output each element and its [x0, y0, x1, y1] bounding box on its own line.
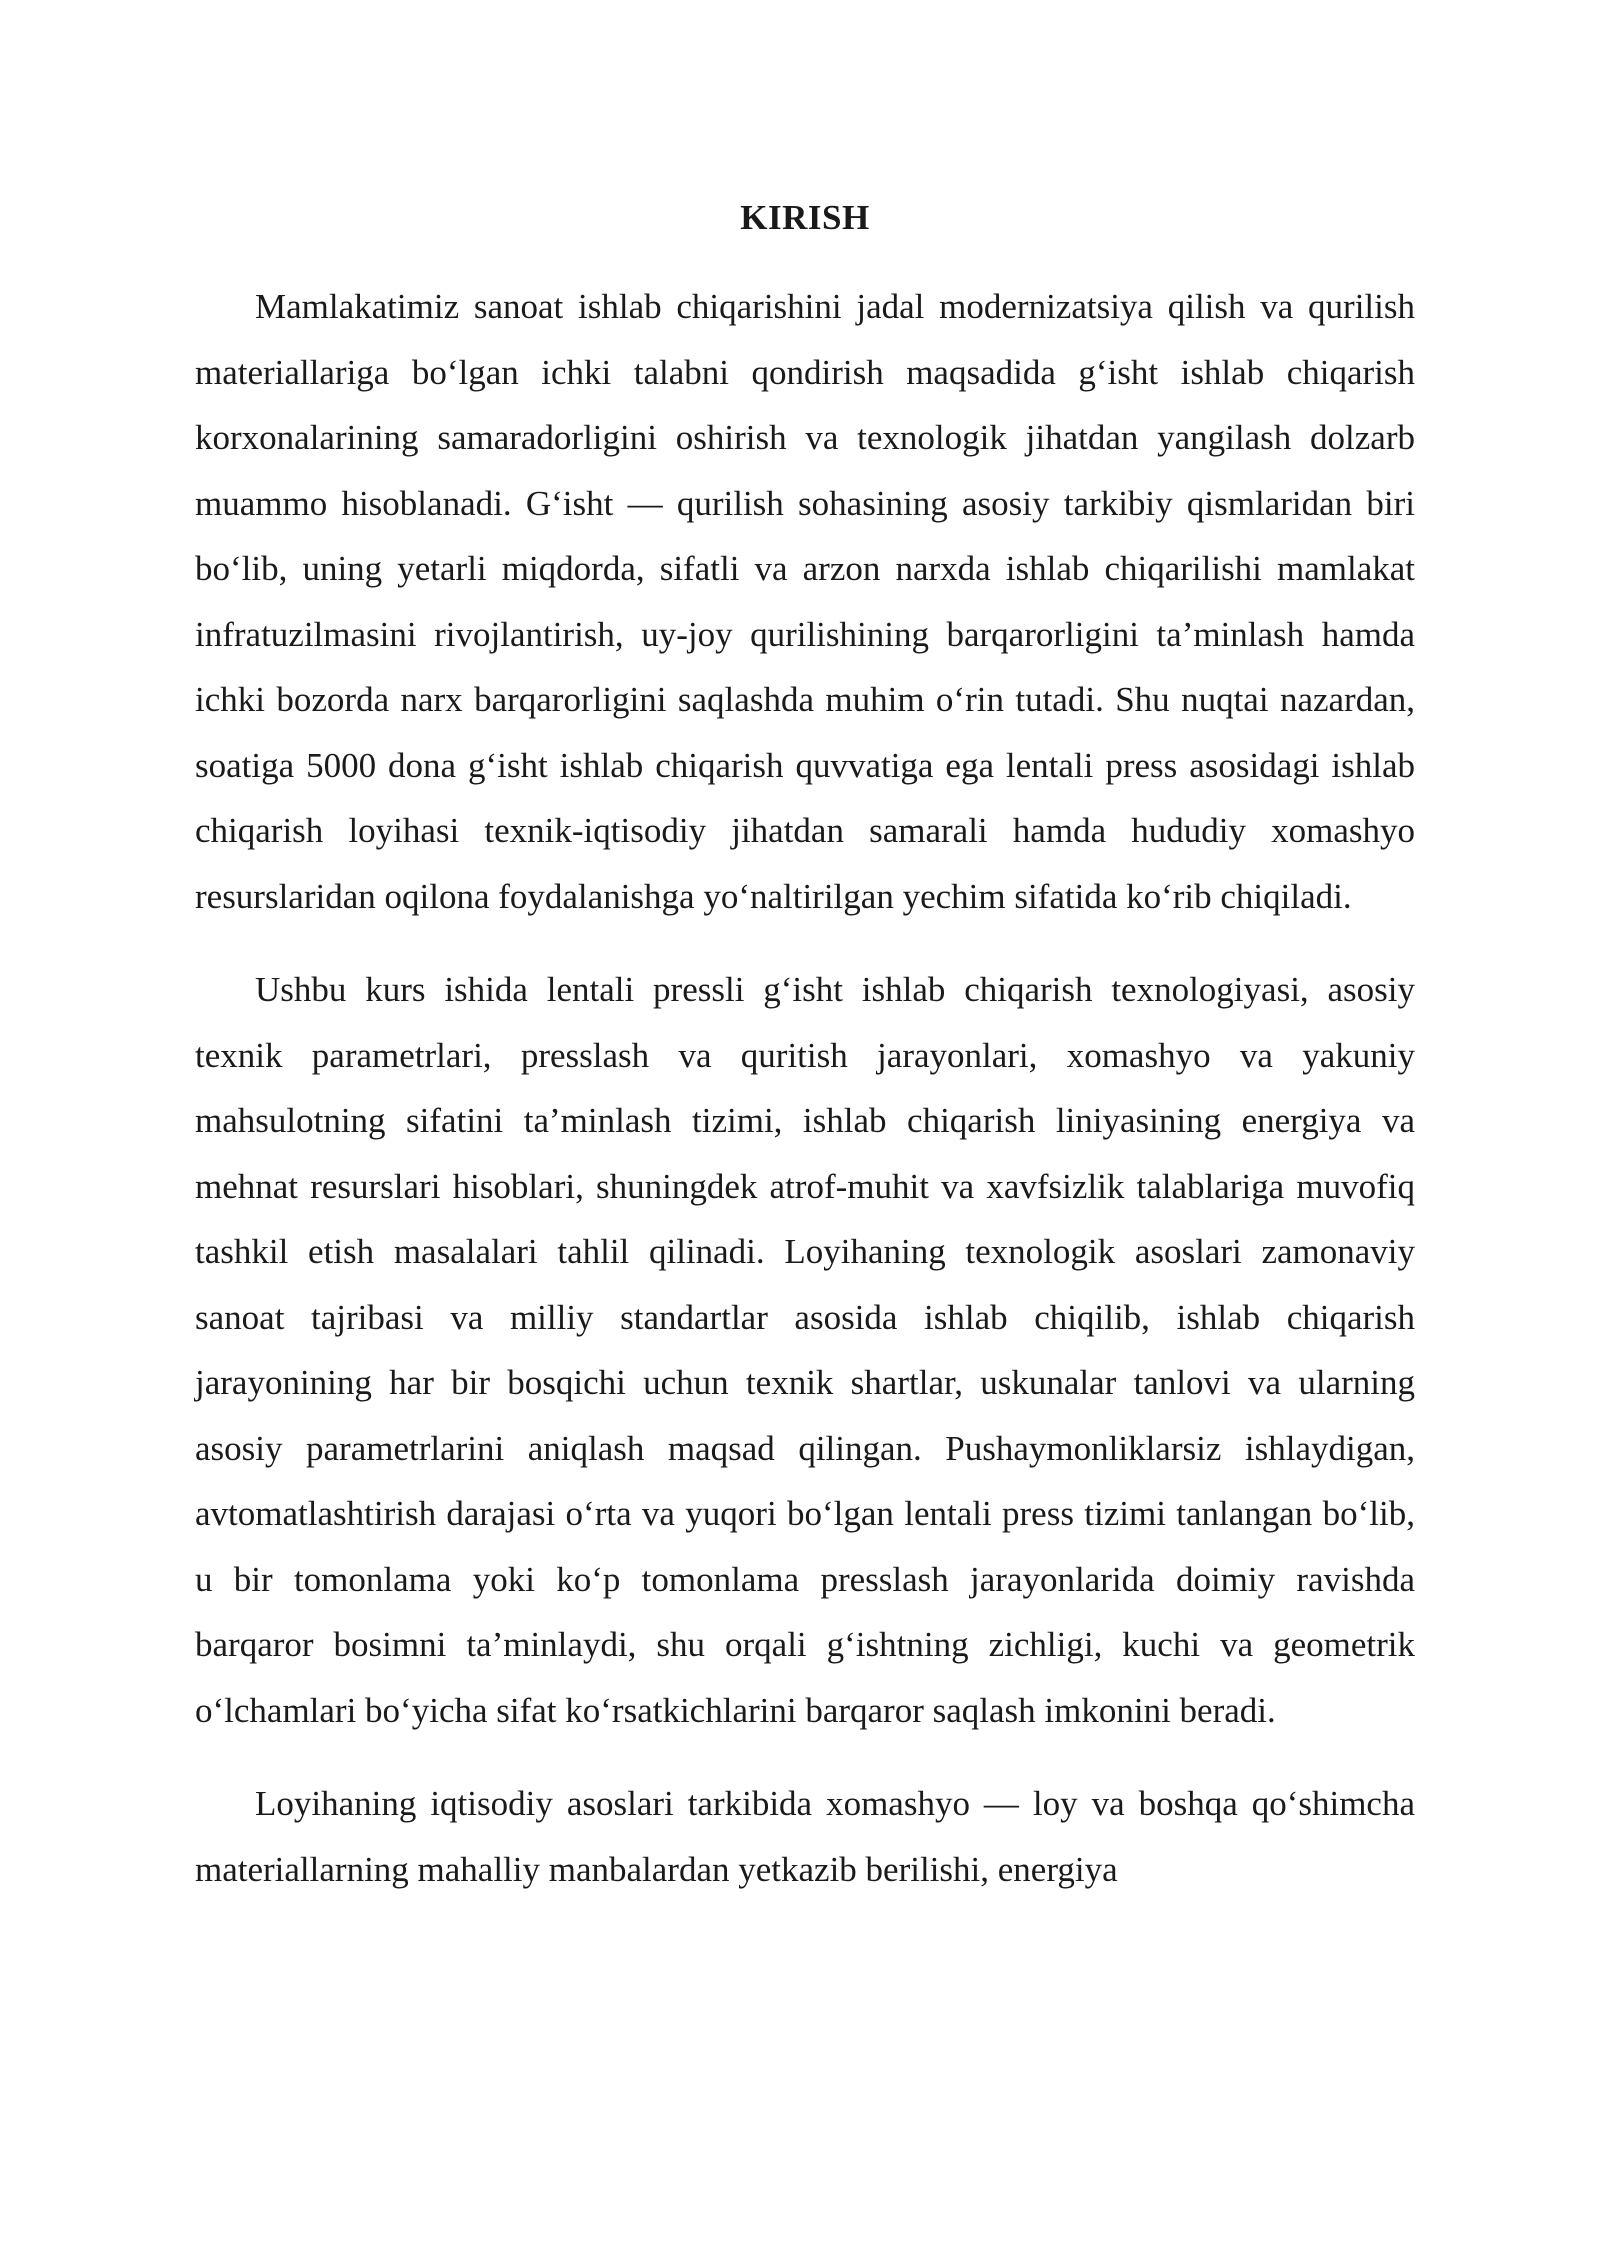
paragraph-1: Mamlakatimiz sanoat ishlab chiqarishini jadal modernizatsiya qilish va qurilish materiallariga bo‘lgan ichki talabni qondirish maqsadida g‘isht ishlab chiqarish korxonalarining samaradorligini oshirish va texnologik jihatdan yangilash dolzarb muammo hisoblanadi. G‘isht — qurilish sohasining asosiy tarkibiy qismlaridan biri bo‘lib, uning yetarli miqdorda, sifatli va arzon narxda ishlab chiqarilishi mamlakat infratuzilmasini rivojlantirish, uy-joy qurilishining barqarorligini ta’minlash hamda ichki bozorda narx barqarorligini saqlashda muhim o‘rin tutadi. Shu nuqtai nazardan, soatiga 5000 dona g‘isht ishlab chiqarish quvvatiga ega lentali press asosidagi ishlab chiqarish loyihasi texnik-iqtisodiy jihatdan samarali hamda hududiy xomashyo resurslaridan oqilona foydalanishga yo‘naltirilgan yechim sifatida ko‘rib chiqiladi. [195, 287, 1415, 916]
paragraph-2: Ushbu kurs ishida lentali pressli g‘isht ishlab chiqarish texnologiyasi, asosiy texnik parametrlari, presslash va quritish jarayonlari, xomashyo va yakuniy mahsulotning sifatini ta’minlash tizimi, ishlab chiqarish liniyasining energiya va mehnat resurslari hisoblari, shuningdek atrof-muhit va xavfsizlik talablariga muvofiq tashkil etish masalalari tahlil qilinadi. Loyihaning texnologik asoslari zamonaviy sanoat tajribasi va milliy standartlar asosida ishlab chiqilib, ishlab chiqarish jarayonining har bir bosqichi uchun texnik shartlar, uskunalar tanlovi va ularning asosiy parametrlarini aniqlash maqsad qilingan. Pushaymonliklarsiz ishlaydigan, avtomatlashtirish darajasi o‘rta va yuqori bo‘lgan lentali press tizimi tanlangan bo‘lib, u bir tomonlama yoki ko‘p tomonlama presslash jarayonlarida doimiy ravishda barqaror bosimni ta’minlaydi, shu orqali g‘ishtning zichligi, kuchi va geometrik o‘lchamlari bo‘yicha sifat ko‘rsatkichlarini barqaror saqlash imkonini beradi. [195, 970, 1415, 1730]
paragraph-3: Loyihaning iqtisodiy asoslari tarkibida xomashyo — loy va boshqa qo‘shimcha materiallarning mahalliy manbalardan yetkazib berilishi, energiya [195, 1784, 1415, 1889]
section-title: KIRISH [740, 198, 870, 237]
document-body [195, 190, 1415, 1902]
